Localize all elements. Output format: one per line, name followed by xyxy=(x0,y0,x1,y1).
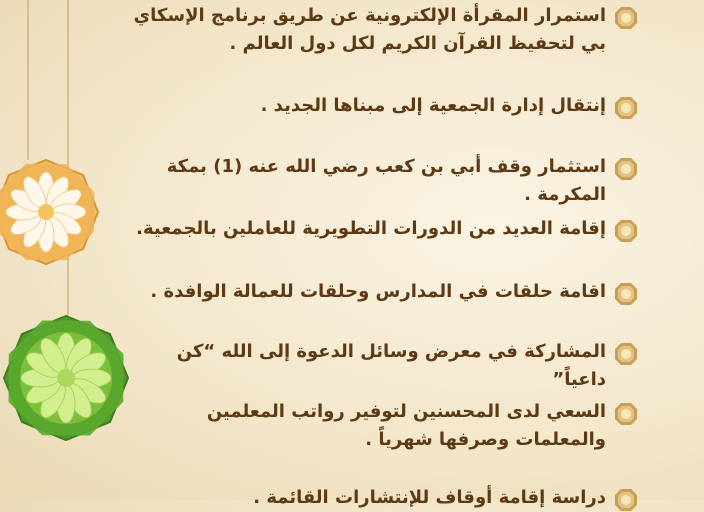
list-item xyxy=(118,398,638,454)
item-text: المشاركة في معرض وسائل الدعوة إلى الله “كن داعياً” xyxy=(176,341,606,390)
octagon-bullet-icon xyxy=(614,488,638,512)
item-text: استثمار وقف أبي بن كعب رضي الله عنه (1) بمكة المكرمة . xyxy=(166,156,606,205)
item-text: إنتقال إدارة الجمعية إلى مبناها الجديد . xyxy=(260,95,606,116)
octagon-bullet-icon xyxy=(614,157,638,181)
item-text: دراسة إقامة أوقاف للإنتشارات القائمة . xyxy=(253,487,606,508)
list-item xyxy=(118,92,638,120)
list-item xyxy=(118,2,638,58)
orange-flower-ornament xyxy=(0,144,114,280)
list-item xyxy=(118,338,638,394)
octagon-bullet-icon xyxy=(614,6,638,30)
list-item xyxy=(118,278,638,306)
octagon-bullet-icon xyxy=(614,96,638,120)
item-text: استمرار المقرأة الإلكترونية عن طريق برنامج الإسكاي بي لتحفيظ القرآن الكريم لكل دول العالم . xyxy=(133,5,606,54)
list-item xyxy=(118,215,638,243)
list-item xyxy=(118,484,638,512)
item-text: إقامة العديد من الدورات التطويرية للعاملين بالجمعية. xyxy=(136,218,606,239)
list-item xyxy=(118,153,638,209)
octagon-bullet-icon xyxy=(614,282,638,306)
octagon-bullet-icon xyxy=(614,342,638,366)
item-text: اقامة حلقات في المدارس وحلقات للعمالة الوافدة . xyxy=(150,281,606,302)
item-text: السعي لدى المحسنين لتوفير رواتب المعلمين والمعلمات وصرفها شهرياً . xyxy=(206,401,606,450)
octagon-bullet-icon xyxy=(614,219,638,243)
octagon-bullet-icon xyxy=(614,402,638,426)
